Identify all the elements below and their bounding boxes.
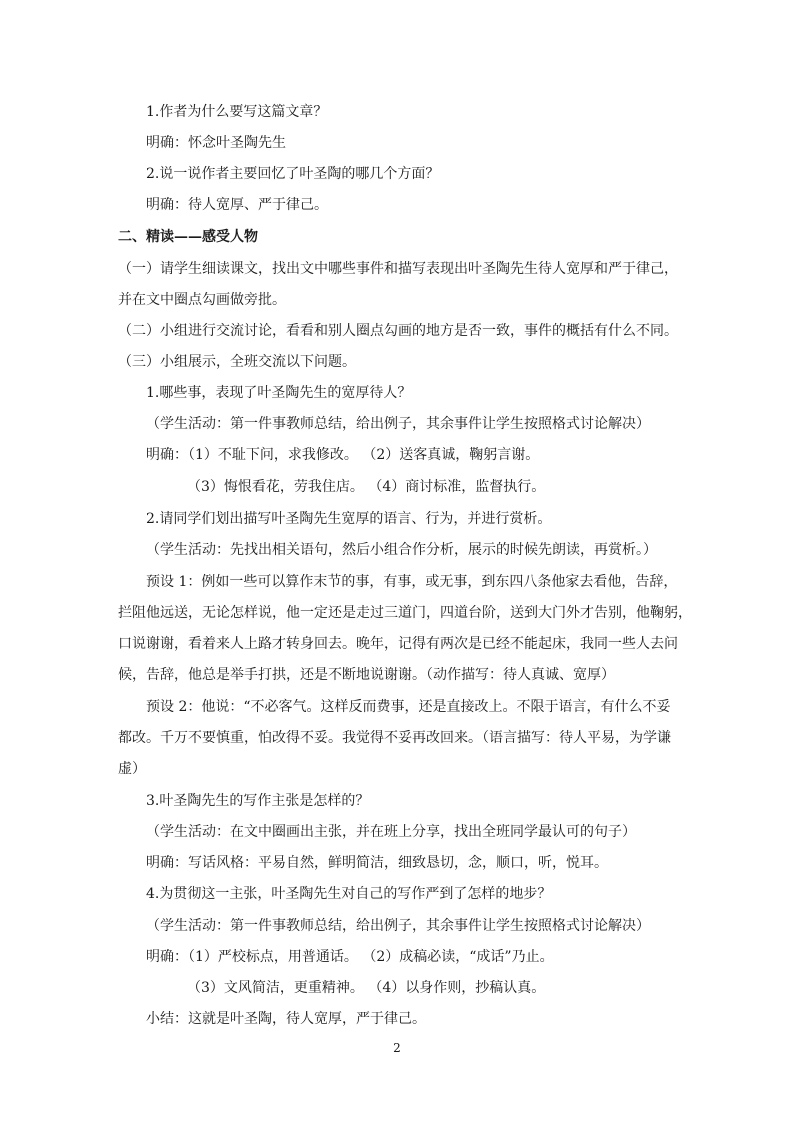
preset-1-line-4: 候，告辞，他总是举手打拱，还是不断地说谢谢。（动作描写：待人真诚、宽厚） xyxy=(118,667,615,683)
discussion-question-2: 2.请同学们划出描写叶圣陶先生宽厚的语言、行为，并进行赏析。 xyxy=(146,511,552,527)
step-2: （二）小组进行交流讨论，看看和别人圈点勾画的地方是否一致，事件的概括有什么不同。 xyxy=(118,323,678,339)
activity-note-2: （学生活动：先找出相关语句，然后小组合作分析，展示的时候先朗读，再赏析。） xyxy=(146,542,657,558)
answer-list-4a: 明确：（1）严校标点，用普通话。 （2）成稿必读，“成话”乃止。 xyxy=(146,949,554,965)
page-number: 2 xyxy=(393,1041,401,1055)
preset-2-line-3: 虚） xyxy=(118,761,146,777)
question-2: 2.说一说作者主要回忆了叶圣陶的哪几个方面？ xyxy=(146,166,440,182)
preset-2-line-1: 预设 2：他说：“不必客气。这样反而费事，还是直接改上。不限于语言，有什么不妥 xyxy=(146,699,671,715)
summary: 小结：这就是叶圣陶，待人宽厚，严于律己。 xyxy=(146,1011,426,1027)
discussion-question-3: 3.叶圣陶先生的写作主张是怎样的？ xyxy=(146,793,370,809)
discussion-question-1: 1.哪些事，表现了叶圣陶先生的宽厚待人？ xyxy=(146,385,412,401)
step-3: （三）小组展示，全班交流以下问题。 xyxy=(118,354,356,370)
preset-2-line-2: 都改。千万不要慎重，怕改得不妥。我觉得不妥再改回来。（语言描写：待人平易，为学谦 xyxy=(118,730,671,746)
preset-1-line-1: 预设 1：例如一些可以算作末节的事，有事，或无事，到东四八条他家去看他，告辞， xyxy=(146,574,678,590)
activity-note-1: （学生活动：第一件事教师总结，给出例子，其余事件让学生按照格式讨论解决） xyxy=(146,416,650,432)
answer-list-1a: 明确：（1）不耻下问，求我修改。 （2）送客真诚，鞠躬言谢。 xyxy=(146,447,540,463)
preset-1-line-2: 拦阻他远送，无论怎样说，他一定还是走过三道门，四道台阶，送到大门外才告别，他鞠躬， xyxy=(118,605,692,621)
discussion-question-4: 4.为贯彻这一主张，叶圣陶先生对自己的写作严到了怎样的地步？ xyxy=(146,886,552,902)
step-1-line-2: 并在文中圈点勾画做旁批。 xyxy=(118,292,286,308)
step-1-line-1: （一）请学生细读课文，找出文中哪些事件和描写表现出叶圣陶先生待人宽厚和严于律己， xyxy=(118,261,678,277)
answer-1: 明确：怀念叶圣陶先生 xyxy=(146,135,286,151)
answer-list-1b: （3）悔恨看花，劳我住店。 （4）商讨标准，监督执行。 xyxy=(187,479,546,495)
answer-3: 明确：写话风格：平易自然，鲜明简洁，细致恳切，念，顺口，听，悦耳。 xyxy=(146,855,608,871)
section-heading: 二、精读——感受人物 xyxy=(118,229,258,245)
question-1: 1.作者为什么要写这篇文章？ xyxy=(146,104,328,120)
activity-note-3: （学生活动：在文中圈画出主张，并在班上分享，找出全班同学最认可的句子） xyxy=(146,824,636,840)
answer-2: 明确：待人宽厚、严于律己。 xyxy=(146,197,328,213)
answer-list-4b: （3）文风简洁，更重精神。 （4）以身作则，抄稿认真。 xyxy=(187,980,546,996)
activity-note-4: （学生活动：第一件事教师总结，给出例子，其余事件让学生按照格式讨论解决） xyxy=(146,918,650,934)
preset-1-line-3: 口说谢谢，看着来人上路才转身回去。晚年，记得有两次是已经不能起床，我同一些人去问 xyxy=(118,636,678,652)
